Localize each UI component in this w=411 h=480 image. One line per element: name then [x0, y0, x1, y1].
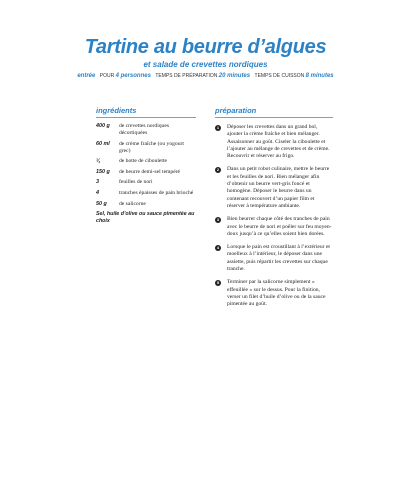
ingredients-divider — [96, 117, 196, 118]
ingredient-qty: 150 g — [96, 168, 110, 175]
step-number: 5 — [216, 279, 220, 285]
prep-label: TEMPS DE PRÉPARATION — [155, 73, 218, 79]
step-number: 3 — [216, 216, 220, 222]
ingredient-item — [96, 141, 196, 155]
ingredient-item — [96, 169, 196, 176]
servings-label: POUR — [99, 73, 115, 79]
ingredient-name: de crevettes nordiques décortiquées — [119, 123, 170, 136]
ingredients-note: Sel, huile d’olive ou sauce pimentée au choix — [96, 211, 195, 225]
ingredient-name: feuilles de nori — [119, 179, 153, 186]
ingredient-name: de crème fraîche (ou yogourt grec) — [119, 140, 184, 154]
ingredients-list — [96, 123, 196, 225]
recipe-title: Tartine au beurre d’algues — [84, 36, 327, 58]
ingredient-name: de botte de ciboulette — [119, 158, 167, 165]
ingredient-qty: 60 ml — [96, 140, 110, 147]
prep-time-value: 20 minutes — [218, 73, 251, 79]
ingredient-item — [96, 123, 196, 137]
recipe-subtitle: et salade de crevettes nordiques — [143, 60, 268, 69]
step-item — [215, 124, 333, 160]
cook-time-value: 8 minutes — [305, 73, 334, 79]
preparation-steps — [215, 124, 333, 315]
step-text: Bien beurrer chaque côté des tranches de pain avec le beurre de nori et poêler sur feu moyen-doux jusqu’à ce qu’elles soient bien dorées. — [227, 216, 332, 237]
ingredient-item — [96, 201, 196, 208]
recipe-meta — [0, 73, 411, 79]
ingredient-item — [96, 158, 196, 165]
step-text: Dans un petit robot culinaire, mettre le beurre et les feuilles de nori. Bien mélanger afin d’obtenir un beurre vert-gris foncé et homogène. Déposer le beurre dans un contenant recouvert d’un papier film et réserver à température ambiante. — [227, 166, 330, 209]
ingredient-item — [96, 190, 196, 197]
step-text: Terminer par la salicorne simplement « effeuillée » sur le dessus. Pour la finition, verser un filet d’huile d’olive ou de la sauce pimentée au goût. — [227, 279, 326, 308]
course-label: entrée — [77, 73, 96, 79]
ingredient-name: de salicorne — [119, 200, 146, 207]
preparation-heading: préparation — [215, 106, 257, 115]
step-item — [215, 244, 333, 273]
step-text: Déposer les crevettes dans un grand bol, ajouter la crème fraîche et bien mélanger. Assaisonner au goût. Ciseler la ciboulette et l’ajouter au mélange de crevettes et de crème. Recouvrir et réserver au frigo. — [227, 124, 330, 160]
cook-label: TEMPS DE CUISSON — [254, 73, 305, 79]
step-number: 1 — [216, 124, 220, 130]
ingredient-qty: 4 — [96, 189, 99, 196]
ingredient-qty: 400 g — [96, 123, 110, 129]
servings-value: 4 personnes — [115, 73, 151, 79]
step-item — [215, 279, 333, 308]
ingredients-heading: ingrédients — [96, 106, 137, 115]
ingredient-qty: 50 g — [96, 200, 107, 207]
step-item — [215, 216, 333, 238]
preparation-divider — [215, 117, 333, 118]
step-number: 2 — [216, 166, 220, 172]
ingredient-qty: 3 — [96, 179, 99, 186]
step-number: 4 — [216, 244, 220, 250]
step-text: Lorsque le pain est croustillant à l’extérieur et moelleux à l’intérieur, le déposer dans une assiette, puis répartir les crevettes sur chaque tranche. — [227, 244, 330, 273]
ingredient-name: de beurre demi-sel tempéré — [119, 168, 181, 175]
step-item — [215, 166, 333, 210]
ingredient-qty: ¼ — [96, 158, 101, 165]
ingredient-name: tranches épaisses de pain brioché — [119, 189, 194, 196]
ingredient-item — [96, 179, 196, 186]
